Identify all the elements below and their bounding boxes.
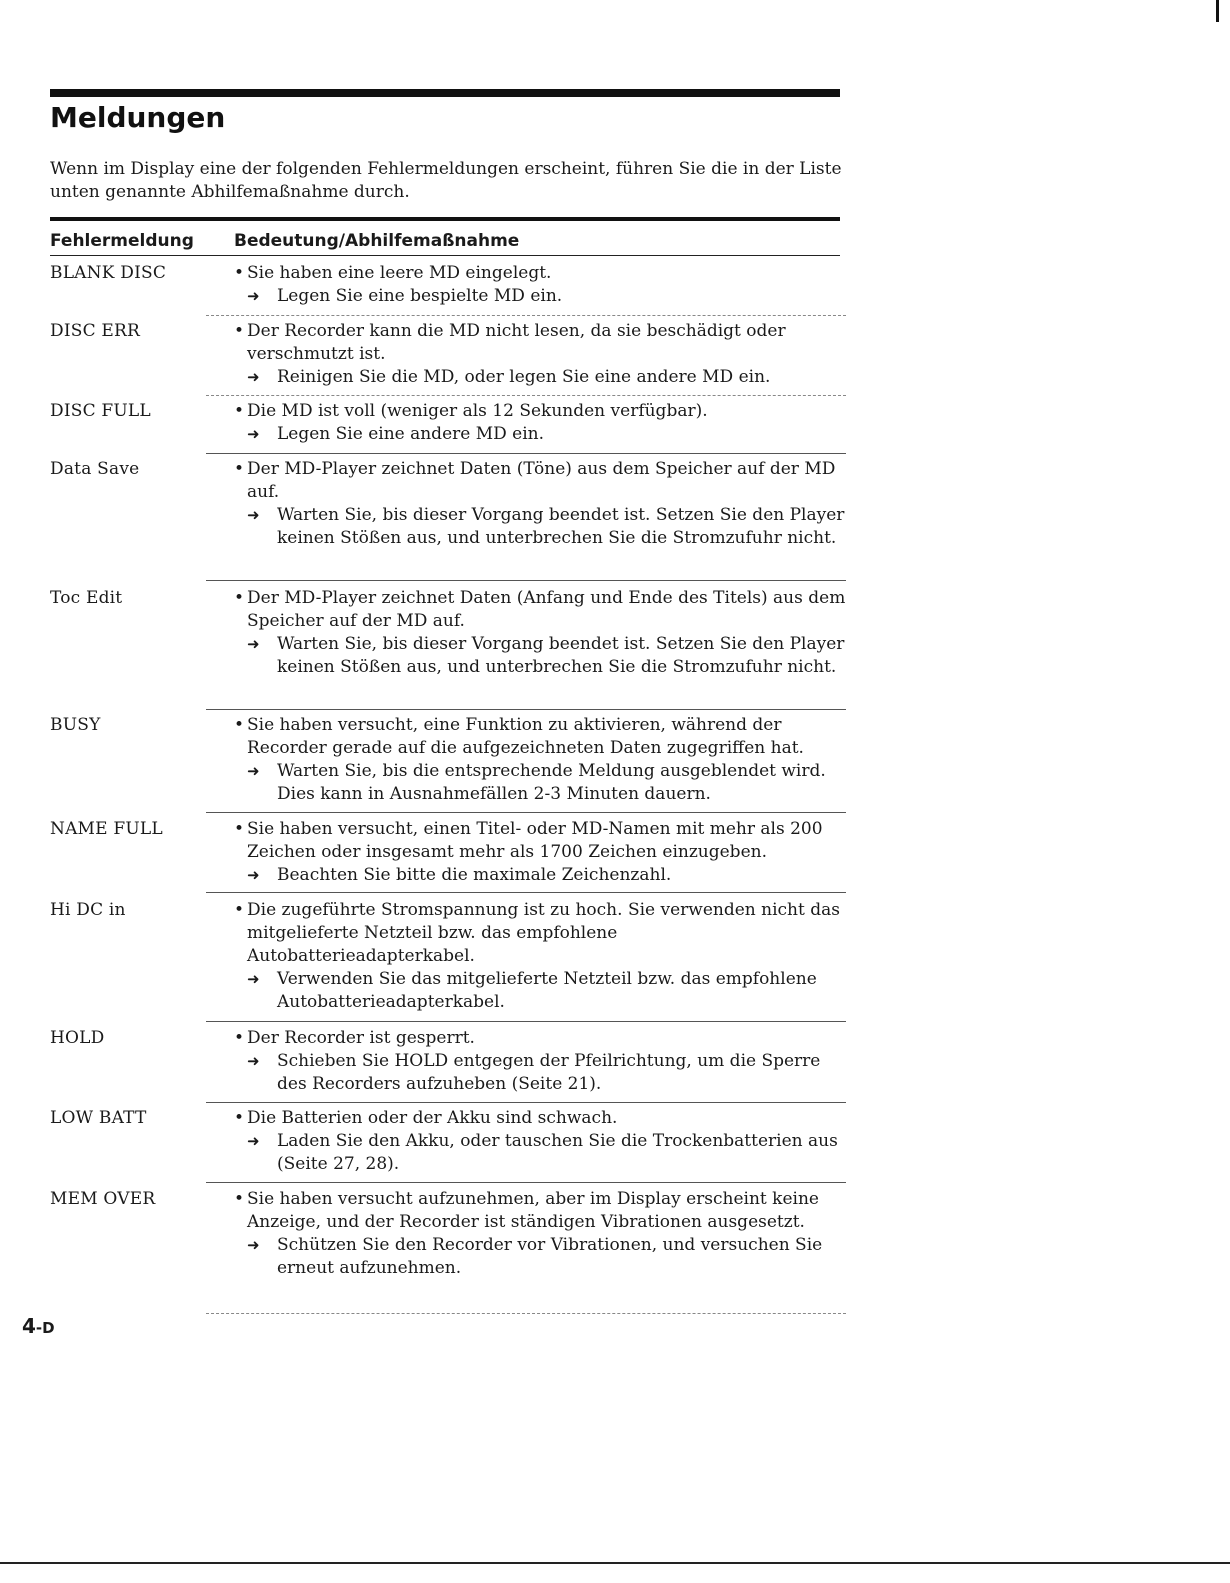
remedy-text-wrap [234,504,846,550]
error-code: HOLD [50,1028,105,1048]
cause-text: Sie haben versucht, eine Funktion zu aktivieren, während der Recorder gerade auf die aufgezeichneten Daten zugegriffen hat. [247,715,804,758]
error-code: MEM OVER [50,1189,156,1209]
row-divider [206,580,846,581]
right-arrow-icon: ➜ [247,970,260,988]
meaning-cell [234,714,846,806]
remedy-text-wrap [234,423,846,446]
page-number-main: 4 [22,1314,36,1338]
remedy-text-wrap [234,968,846,1014]
row-divider [206,453,846,454]
bullet-icon: • [234,1189,245,1209]
row-divider [206,1313,846,1314]
error-code: Data Save [50,459,140,479]
cause-text-wrap [234,458,846,504]
remedy-text-wrap [234,864,846,887]
title-bar [50,89,840,97]
right-arrow-icon: ➜ [247,866,260,884]
meaning-cell [234,400,846,446]
remedy-text-wrap [234,285,846,308]
row-divider [206,315,846,316]
bullet-icon: • [234,715,245,735]
table-top-rule [50,217,840,221]
meaning-cell [234,818,846,887]
cause-text: Sie haben eine leere MD eingelegt. [247,263,552,283]
remedy-text: Schieben Sie HOLD entgegen der Pfeilrichtung, um die Sperre des Recorders aufzuheben (Seite 21). [277,1051,821,1094]
cause-text: Der MD-Player zeichnet Daten (Anfang und Ende des Titels) aus dem Speicher auf der MD auf. [247,588,846,631]
row-divider [206,812,846,813]
cause-text: Die Batterien oder der Akku sind schwach. [247,1108,618,1128]
bottom-edge-rule [0,1562,1230,1564]
column-header-meaning: Bedeutung/Abhilfemaßnahme [234,231,520,251]
right-arrow-icon: ➜ [247,425,260,443]
remedy-text-wrap [234,366,846,389]
cause-text: Der MD-Player zeichnet Daten (Töne) aus dem Speicher auf der MD auf. [247,459,836,502]
cause-text-wrap [234,262,846,285]
right-arrow-icon: ➜ [247,368,260,386]
bullet-icon: • [234,1108,245,1128]
column-header-message: Fehlermeldung [50,231,194,251]
remedy-text-wrap [234,1234,846,1280]
meaning-cell [234,458,846,550]
bullet-icon: • [234,401,245,421]
right-arrow-icon: ➜ [247,287,260,305]
right-arrow-icon: ➜ [247,1132,260,1150]
remedy-text: Reinigen Sie die MD, oder legen Sie eine andere MD ein. [277,367,771,387]
cause-text-wrap [234,714,846,760]
remedy-text: Warten Sie, bis dieser Vorgang beendet ist. Setzen Sie den Player keinen Stößen aus, und unterbrechen Sie die Stromzufuhr nicht. [277,505,845,548]
remedy-text-wrap [234,1130,846,1176]
error-code: BUSY [50,715,101,735]
meaning-cell [234,320,846,389]
error-code: DISC ERR [50,321,141,341]
cause-text-wrap [234,400,846,423]
meaning-cell [234,1027,846,1096]
header-rule [50,255,840,256]
error-code: BLANK DISC [50,263,167,283]
page-number-suffix: -D [35,1319,55,1337]
meaning-cell [234,1107,846,1176]
cause-text-wrap [234,818,846,864]
remedy-text: Laden Sie den Akku, oder tauschen Sie die Trockenbatterien aus (Seite 27, 28). [277,1131,838,1174]
page-number [22,1313,55,1341]
bullet-icon: • [234,263,245,283]
bullet-icon: • [234,900,245,920]
row-divider [206,892,846,893]
error-code: Toc Edit [50,588,123,608]
cause-text: Der Recorder kann die MD nicht lesen, da sie beschädigt oder verschmutzt ist. [247,321,786,364]
right-arrow-icon: ➜ [247,506,260,524]
page-title: Meldungen [50,101,226,134]
cause-text-wrap [234,899,846,968]
right-arrow-icon: ➜ [247,1236,260,1254]
meaning-cell [234,262,846,308]
intro-paragraph: Wenn im Display eine der folgenden Fehlermeldungen erscheint, führen Sie die in der Liste unten genannte Abhilfemaßnahme durch. [50,159,842,202]
row-divider [206,1102,846,1103]
bullet-icon: • [234,459,245,479]
meaning-cell [234,1188,846,1280]
bullet-icon: • [234,1028,245,1048]
cause-text: Sie haben versucht aufzunehmen, aber im Display erscheint keine Anzeige, und der Recorder ist ständigen Vibrationen ausgesetzt. [247,1189,819,1232]
row-divider [206,1021,846,1022]
error-code: LOW BATT [50,1108,147,1128]
remedy-text: Legen Sie eine bespielte MD ein. [277,286,563,306]
bullet-icon: • [234,321,245,341]
row-divider [206,709,846,710]
remedy-text-wrap [234,760,846,806]
cause-text: Der Recorder ist gesperrt. [247,1028,475,1048]
cause-text: Die zugeführte Stromspannung ist zu hoch. Sie verwenden nicht das mitgelieferte Netzteil bzw. das empfohlene Autobatterieadapterkabel. [247,900,840,966]
right-arrow-icon: ➜ [247,635,260,653]
right-arrow-icon: ➜ [247,762,260,780]
remedy-text: Beachten Sie bitte die maximale Zeichenzahl. [277,865,672,885]
bullet-icon: • [234,588,245,608]
error-code: Hi DC in [50,900,126,920]
error-code: NAME FULL [50,819,163,839]
cause-text-wrap [234,1107,846,1130]
cause-text-wrap [234,1188,846,1234]
row-divider [206,395,846,396]
row-divider [206,1182,846,1183]
remedy-text: Warten Sie, bis die entsprechende Meldung ausgeblendet wird. Dies kann in Ausnahmefällen 2-3 Minuten dauern. [277,761,826,804]
cause-text-wrap [234,587,846,633]
remedy-text: Schützen Sie den Recorder vor Vibrationen, und versuchen Sie erneut aufzunehmen. [277,1235,823,1278]
remedy-text-wrap [234,633,846,679]
remedy-text: Legen Sie eine andere MD ein. [277,424,545,444]
cause-text: Die MD ist voll (weniger als 12 Sekunden verfügbar). [247,401,708,421]
error-code: DISC FULL [50,401,151,421]
cause-text-wrap [234,320,846,366]
remedy-text-wrap [234,1050,846,1096]
cause-text: Sie haben versucht, einen Titel- oder MD-Namen mit mehr als 200 Zeichen oder insgesamt mehr als 1700 Zeichen einzugeben. [247,819,823,862]
remedy-text: Warten Sie, bis dieser Vorgang beendet ist. Setzen Sie den Player keinen Stößen aus, und unterbrechen Sie die Stromzufuhr nicht. [277,634,845,677]
right-arrow-icon: ➜ [247,1052,260,1070]
remedy-text: Verwenden Sie das mitgelieferte Netzteil bzw. das empfohlene Autobatterieadapterkabel. [277,969,817,1012]
meaning-cell [234,899,846,1014]
page-edge-mark [1216,0,1219,22]
cause-text-wrap [234,1027,846,1050]
meaning-cell [234,587,846,679]
bullet-icon: • [234,819,245,839]
